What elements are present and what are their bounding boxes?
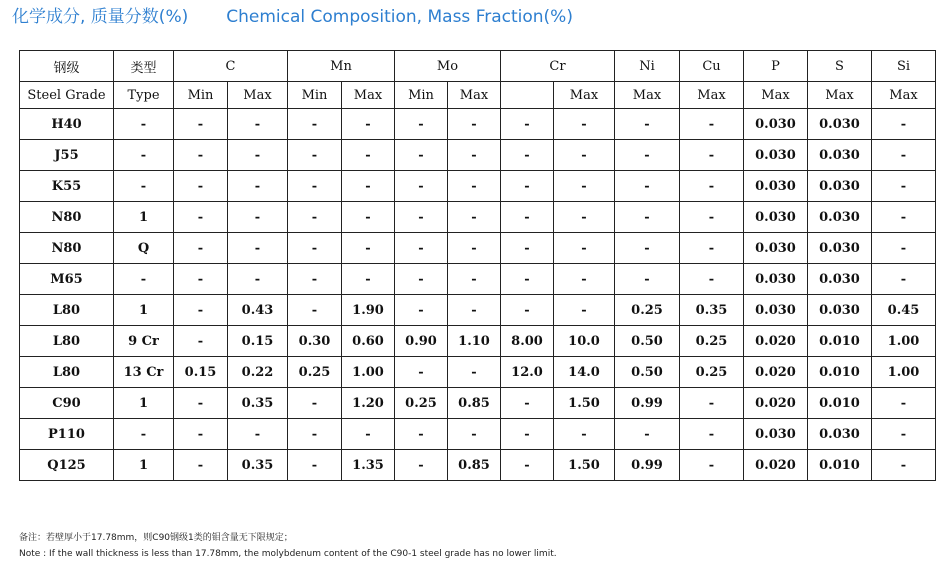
cell-type: Q — [114, 233, 174, 264]
cell-steel-grade: C90 — [20, 388, 114, 419]
cell-si-max: - — [872, 233, 936, 264]
cell-mn-min: - — [288, 450, 342, 481]
cell-type: - — [114, 419, 174, 450]
table-row — [20, 357, 936, 388]
cell-c-max: 0.35 — [228, 388, 288, 419]
cell-cu-max: - — [680, 171, 744, 202]
cell-s-max: 0.030 — [808, 171, 872, 202]
cell-cu-max: 0.25 — [680, 357, 744, 388]
cell-mn-min: - — [288, 388, 342, 419]
cell-c-max: - — [228, 109, 288, 140]
cell-c-max: 0.35 — [228, 450, 288, 481]
cell-cr-max: - — [554, 233, 615, 264]
cell-type: 1 — [114, 202, 174, 233]
cell-cr-max: 1.50 — [554, 450, 615, 481]
cell-ni-max: 0.99 — [615, 388, 680, 419]
cell-mo-max: 0.85 — [448, 388, 501, 419]
cell-p-max: 0.030 — [744, 295, 808, 326]
header-mo-max: Max — [448, 82, 501, 109]
table-row — [20, 140, 936, 171]
cell-si-max: 1.00 — [872, 357, 936, 388]
cell-s-max: 0.010 — [808, 357, 872, 388]
cell-cr-min: - — [501, 295, 554, 326]
header-cu-max: Max — [680, 82, 744, 109]
cell-mo-max: - — [448, 295, 501, 326]
cell-mo-min: - — [395, 357, 448, 388]
cell-mn-min: - — [288, 109, 342, 140]
header-cu: Cu — [680, 51, 744, 82]
header-p-max: Max — [744, 82, 808, 109]
cell-type: - — [114, 109, 174, 140]
cell-type: 1 — [114, 295, 174, 326]
cell-cr-min: 8.00 — [501, 326, 554, 357]
cell-mo-min: - — [395, 419, 448, 450]
cell-mn-min: 0.30 — [288, 326, 342, 357]
cell-cr-min: 12.0 — [501, 357, 554, 388]
cell-steel-grade: H40 — [20, 109, 114, 140]
cell-s-max: 0.030 — [808, 233, 872, 264]
cell-mo-min: - — [395, 171, 448, 202]
cell-mn-min: - — [288, 295, 342, 326]
cell-si-max: - — [872, 109, 936, 140]
cell-c-max: 0.43 — [228, 295, 288, 326]
cell-si-max: - — [872, 140, 936, 171]
cell-c-min: - — [174, 388, 228, 419]
cell-p-max: 0.030 — [744, 419, 808, 450]
cell-s-max: 0.010 — [808, 450, 872, 481]
cell-cr-max: - — [554, 171, 615, 202]
cell-mo-min: - — [395, 202, 448, 233]
header-cr-max: Max — [554, 82, 615, 109]
cell-type: - — [114, 171, 174, 202]
cell-mo-min: - — [395, 233, 448, 264]
cell-c-min: - — [174, 109, 228, 140]
cell-cr-min: - — [501, 140, 554, 171]
cell-cu-max: - — [680, 419, 744, 450]
cell-mn-min: - — [288, 171, 342, 202]
table-row — [20, 264, 936, 295]
cell-cr-max: - — [554, 264, 615, 295]
cell-mn-max: 1.00 — [342, 357, 395, 388]
cell-c-min: - — [174, 140, 228, 171]
header-mn-max: Max — [342, 82, 395, 109]
cell-p-max: 0.020 — [744, 357, 808, 388]
header-row-sub — [20, 82, 936, 109]
cell-mn-max: - — [342, 202, 395, 233]
cell-steel-grade: N80 — [20, 233, 114, 264]
cell-mo-min: - — [395, 295, 448, 326]
cell-type: - — [114, 140, 174, 171]
cell-si-max: - — [872, 450, 936, 481]
cell-steel-grade: Q125 — [20, 450, 114, 481]
table-row — [20, 419, 936, 450]
cell-c-max: 0.15 — [228, 326, 288, 357]
cell-mo-max: 0.85 — [448, 450, 501, 481]
cell-c-max: - — [228, 233, 288, 264]
cell-cu-max: - — [680, 388, 744, 419]
cell-ni-max: - — [615, 264, 680, 295]
header-cr: Cr — [501, 51, 615, 82]
cell-mo-max: - — [448, 140, 501, 171]
cell-mo-max: - — [448, 171, 501, 202]
cell-ni-max: - — [615, 140, 680, 171]
cell-cu-max: - — [680, 140, 744, 171]
cell-c-min: - — [174, 419, 228, 450]
cell-c-max: - — [228, 171, 288, 202]
cell-mn-min: - — [288, 419, 342, 450]
cell-steel-grade: L80 — [20, 326, 114, 357]
header-mo-min: Min — [395, 82, 448, 109]
cell-type: 9 Cr — [114, 326, 174, 357]
cell-c-max: - — [228, 202, 288, 233]
cell-cr-max: - — [554, 109, 615, 140]
cell-mo-min: 0.25 — [395, 388, 448, 419]
cell-mo-min: - — [395, 109, 448, 140]
cell-steel-grade: L80 — [20, 295, 114, 326]
cell-p-max: 0.030 — [744, 140, 808, 171]
cell-c-min: - — [174, 295, 228, 326]
header-row-top — [20, 51, 936, 82]
table-row — [20, 326, 936, 357]
cell-mn-min: 0.25 — [288, 357, 342, 388]
cell-cu-max: - — [680, 233, 744, 264]
cell-s-max: 0.030 — [808, 202, 872, 233]
cell-p-max: 0.030 — [744, 264, 808, 295]
header-c: C — [174, 51, 288, 82]
cell-mn-min: - — [288, 202, 342, 233]
cell-si-max: 1.00 — [872, 326, 936, 357]
cell-steel-grade: N80 — [20, 202, 114, 233]
table-row — [20, 295, 936, 326]
header-c-max: Max — [228, 82, 288, 109]
cell-mn-max: 0.60 — [342, 326, 395, 357]
cell-cr-max: - — [554, 140, 615, 171]
cell-ni-max: 0.50 — [615, 357, 680, 388]
cell-cr-min: - — [501, 202, 554, 233]
cell-cu-max: 0.25 — [680, 326, 744, 357]
cell-ni-max: - — [615, 202, 680, 233]
cell-cr-max: - — [554, 419, 615, 450]
cell-si-max: - — [872, 171, 936, 202]
cell-s-max: 0.030 — [808, 109, 872, 140]
cell-c-max: 0.22 — [228, 357, 288, 388]
cell-ni-max: - — [615, 419, 680, 450]
cell-cr-min: - — [501, 171, 554, 202]
cell-c-min: - — [174, 450, 228, 481]
cell-s-max: 0.030 — [808, 140, 872, 171]
cell-s-max: 0.030 — [808, 295, 872, 326]
cell-mn-max: - — [342, 264, 395, 295]
cell-cr-min: - — [501, 109, 554, 140]
header-p: P — [744, 51, 808, 82]
header-mn-min: Min — [288, 82, 342, 109]
cell-mo-max: - — [448, 202, 501, 233]
table-row — [20, 233, 936, 264]
cell-c-max: - — [228, 140, 288, 171]
cell-cu-max: - — [680, 264, 744, 295]
cell-mo-max: - — [448, 233, 501, 264]
cell-ni-max: - — [615, 171, 680, 202]
cell-mn-max: 1.90 — [342, 295, 395, 326]
heading-english: Chemical Composition, Mass Fraction(%) — [226, 7, 573, 27]
cell-cr-max: 1.50 — [554, 388, 615, 419]
cell-mo-max: - — [448, 357, 501, 388]
cell-mn-min: - — [288, 233, 342, 264]
heading-chinese: 化学成分, 质量分数(%) — [12, 7, 189, 27]
cell-c-min: - — [174, 326, 228, 357]
cell-c-min: - — [174, 264, 228, 295]
page-heading — [12, 2, 573, 26]
cell-p-max: 0.030 — [744, 233, 808, 264]
cell-type: 13 Cr — [114, 357, 174, 388]
cell-type: 1 — [114, 388, 174, 419]
cell-cr-min: - — [501, 264, 554, 295]
cell-p-max: 0.020 — [744, 450, 808, 481]
cell-mo-min: - — [395, 140, 448, 171]
cell-cr-min: - — [501, 388, 554, 419]
table-row — [20, 109, 936, 140]
cell-steel-grade: K55 — [20, 171, 114, 202]
cell-cu-max: - — [680, 109, 744, 140]
cell-type: - — [114, 264, 174, 295]
header-s-max: Max — [808, 82, 872, 109]
cell-s-max: 0.010 — [808, 388, 872, 419]
cell-si-max: - — [872, 419, 936, 450]
cell-p-max: 0.030 — [744, 202, 808, 233]
cell-mo-min: - — [395, 264, 448, 295]
cell-ni-max: 0.99 — [615, 450, 680, 481]
cell-p-max: 0.020 — [744, 326, 808, 357]
chemical-composition-table — [19, 50, 936, 481]
header-s: S — [808, 51, 872, 82]
cell-cr-max: - — [554, 295, 615, 326]
cell-s-max: 0.030 — [808, 419, 872, 450]
header-type-en: Type — [114, 82, 174, 109]
header-c-min: Min — [174, 82, 228, 109]
cell-mn-max: - — [342, 233, 395, 264]
cell-steel-grade: P110 — [20, 419, 114, 450]
cell-c-min: - — [174, 171, 228, 202]
table-row — [20, 450, 936, 481]
note-chinese: 备注：若壁厚小于17.78mm，则C90钢级1类的钼含量无下限规定； — [19, 533, 293, 543]
cell-c-max: - — [228, 264, 288, 295]
header-mo: Mo — [395, 51, 501, 82]
header-ni-max: Max — [615, 82, 680, 109]
header-ni: Ni — [615, 51, 680, 82]
cell-mn-max: - — [342, 109, 395, 140]
cell-ni-max: - — [615, 233, 680, 264]
cell-s-max: 0.030 — [808, 264, 872, 295]
cell-cr-min: - — [501, 233, 554, 264]
table-row — [20, 202, 936, 233]
cell-mn-max: - — [342, 419, 395, 450]
cell-s-max: 0.010 — [808, 326, 872, 357]
header-type-zh: 类型 — [114, 51, 174, 82]
cell-mn-max: 1.35 — [342, 450, 395, 481]
cell-cu-max: 0.35 — [680, 295, 744, 326]
cell-si-max: 0.45 — [872, 295, 936, 326]
cell-c-min: 0.15 — [174, 357, 228, 388]
header-mn: Mn — [288, 51, 395, 82]
cell-mn-max: 1.20 — [342, 388, 395, 419]
cell-p-max: 0.030 — [744, 171, 808, 202]
cell-mo-max: - — [448, 419, 501, 450]
cell-si-max: - — [872, 388, 936, 419]
cell-c-min: - — [174, 233, 228, 264]
cell-cr-max: 10.0 — [554, 326, 615, 357]
cell-steel-grade: M65 — [20, 264, 114, 295]
cell-mn-min: - — [288, 140, 342, 171]
cell-steel-grade: J55 — [20, 140, 114, 171]
cell-p-max: 0.020 — [744, 388, 808, 419]
cell-mn-max: - — [342, 140, 395, 171]
cell-cu-max: - — [680, 450, 744, 481]
table-row — [20, 171, 936, 202]
cell-ni-max: 0.50 — [615, 326, 680, 357]
header-steel-grade-en: Steel Grade — [20, 82, 114, 109]
header-si-max: Max — [872, 82, 936, 109]
cell-mn-max: - — [342, 171, 395, 202]
cell-mo-max: 1.10 — [448, 326, 501, 357]
cell-cr-min: - — [501, 450, 554, 481]
cell-steel-grade: L80 — [20, 357, 114, 388]
cell-mo-min: - — [395, 450, 448, 481]
cell-mo-max: - — [448, 109, 501, 140]
header-cr-min — [501, 82, 554, 109]
cell-si-max: - — [872, 202, 936, 233]
cell-cr-max: 14.0 — [554, 357, 615, 388]
cell-cr-min: - — [501, 419, 554, 450]
table-row — [20, 388, 936, 419]
cell-c-min: - — [174, 202, 228, 233]
cell-c-max: - — [228, 419, 288, 450]
cell-mo-min: 0.90 — [395, 326, 448, 357]
cell-cr-max: - — [554, 202, 615, 233]
cell-p-max: 0.030 — [744, 109, 808, 140]
cell-mn-min: - — [288, 264, 342, 295]
header-si: Si — [872, 51, 936, 82]
cell-ni-max: 0.25 — [615, 295, 680, 326]
cell-si-max: - — [872, 264, 936, 295]
cell-mo-max: - — [448, 264, 501, 295]
cell-ni-max: - — [615, 109, 680, 140]
cell-cu-max: - — [680, 202, 744, 233]
cell-type: 1 — [114, 450, 174, 481]
header-steel-grade-zh: 钢级 — [20, 51, 114, 82]
note-english: Note : If the wall thickness is less than 17.78mm, the molybdenum content of the C90-1 steel grade has no lower limit. — [19, 549, 557, 559]
